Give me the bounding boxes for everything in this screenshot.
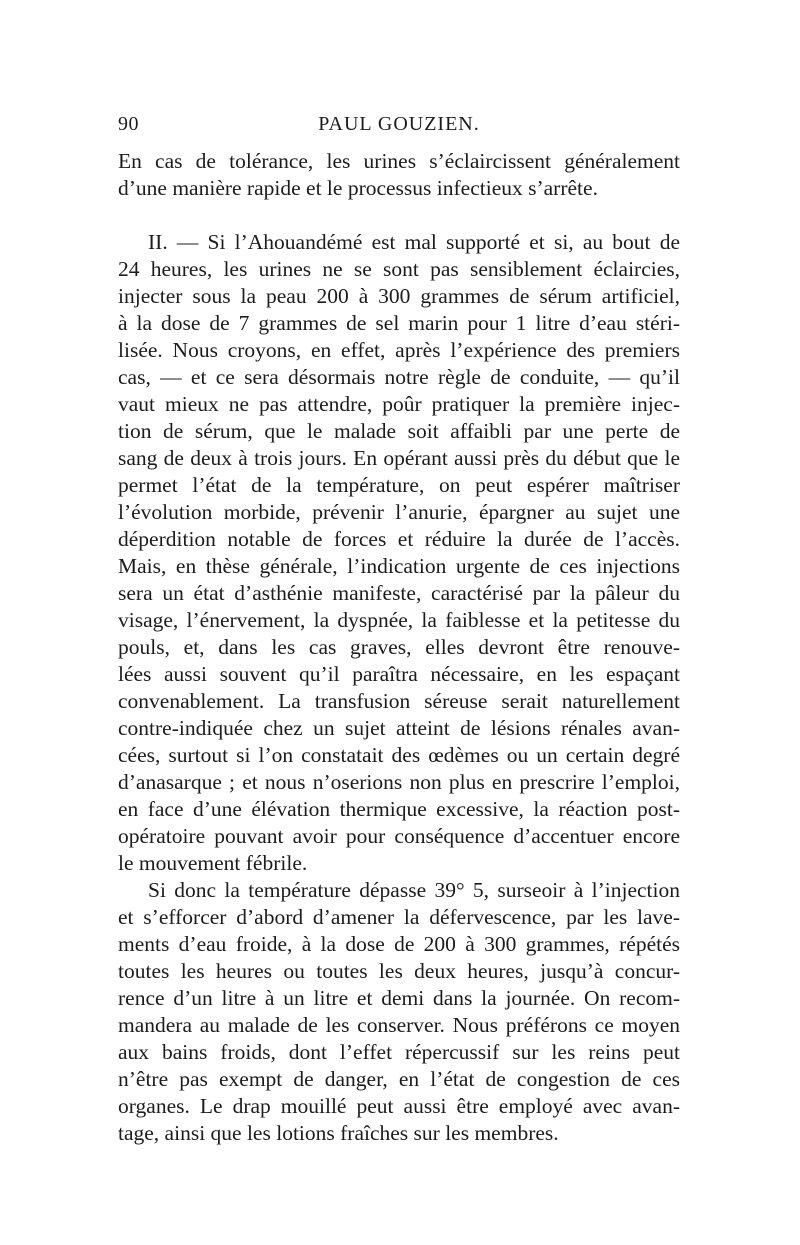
text-line: Mais, en thèse générale, l’indication urgente de ces injections <box>118 554 680 578</box>
text-line: opératoire pouvant avoir pour conséquence d’accentuer encore <box>118 824 680 848</box>
text-line: En cas de tolérance, les urines s’éclaircissent généralement <box>118 149 680 173</box>
text-line: cées, surtout si l’on constatait des œdèmes ou un certain degré <box>118 743 680 767</box>
text-line: visage, l’énervement, la dyspnée, la faiblesse et la petitesse du <box>118 608 680 632</box>
text-line: convenablement. La transfusion séreuse serait naturellement <box>118 689 680 713</box>
text-line: l’évolution morbide, prévenir l’anurie, épargner au sujet une <box>118 500 680 524</box>
text-line: permet l’état de la température, on peut espérer maîtriser <box>118 473 680 497</box>
text-line: cas, — et ce sera désormais notre règle de conduite, — qu’il <box>118 365 680 389</box>
text-line: lisée. Nous croyons, en effet, après l’expérience des premiers <box>118 338 680 362</box>
text-line: toutes les heures ou toutes les deux heures, jusqu’à concur- <box>118 959 680 983</box>
text-line: Si donc la température dépasse 39° 5, surseoir à l’injection <box>148 878 680 902</box>
text-line: d’anasarque ; et nous n’oserions non plus en prescrire l’emploi, <box>118 770 680 794</box>
text-line: contre-indiquée chez un sujet atteint de lésions rénales avan- <box>118 716 680 740</box>
running-head: PAUL GOUZIEN. <box>318 113 480 135</box>
text-line: en face d’une élévation thermique excessive, la réaction post- <box>118 797 680 821</box>
text-line: sera un état d’asthénie manifeste, caractérisé par la pâleur du <box>118 581 680 605</box>
text-line: aux bains froids, dont l’effet répercussif sur les reins peut <box>118 1040 680 1064</box>
text-line: à la dose de 7 grammes de sel marin pour 1 litre d’eau stéri- <box>118 311 680 335</box>
page-number: 90 <box>118 113 139 135</box>
text-line: sang de deux à trois jours. En opérant aussi près du début que le <box>118 446 680 470</box>
text-line: déperdition notable de forces et réduire la durée de l’accès. <box>118 527 680 551</box>
text-line: injecter sous la peau 200 à 300 grammes de sérum artificiel, <box>118 284 680 308</box>
text-line: 24 heures, les urines ne se sont pas sensiblement éclaircies, <box>118 257 680 281</box>
text-line: pouls, et, dans les cas graves, elles devront être renouve- <box>118 635 680 659</box>
text-line: rence d’un litre à un litre et demi dans la journée. On recom- <box>118 986 680 1010</box>
text-line: le mouvement fébrile. <box>118 851 308 875</box>
page-header <box>118 113 680 147</box>
text-line: lées aussi souvent qu’il paraîtra nécessaire, en les espaçant <box>118 662 680 686</box>
text-line: d’une manière rapide et le processus infectieux s’arrête. <box>118 176 598 200</box>
text-line: n’être pas exempt de danger, en l’état de congestion de ces <box>118 1067 680 1091</box>
text-line: tion de sérum, que le malade soit affaibli par une perte de <box>118 419 680 443</box>
text-line: ments d’eau froide, à la dose de 200 à 300 grammes, répétés <box>118 932 680 956</box>
text-line: vaut mieux ne pas attendre, poûr pratiquer la première injec- <box>118 392 680 416</box>
text-line: et s’efforcer d’abord d’amener la défervescence, par les lave- <box>118 905 680 929</box>
text-line: organes. Le drap mouillé peut aussi être employé avec avan- <box>118 1094 680 1118</box>
text-line: II. — Si l’Ahouandémé est mal supporté et si, au bout de <box>148 230 680 254</box>
text-line: mandera au malade de les conserver. Nous préférons ce moyen <box>118 1013 680 1037</box>
text-line: tage, ainsi que les lotions fraîches sur les membres. <box>118 1121 559 1145</box>
